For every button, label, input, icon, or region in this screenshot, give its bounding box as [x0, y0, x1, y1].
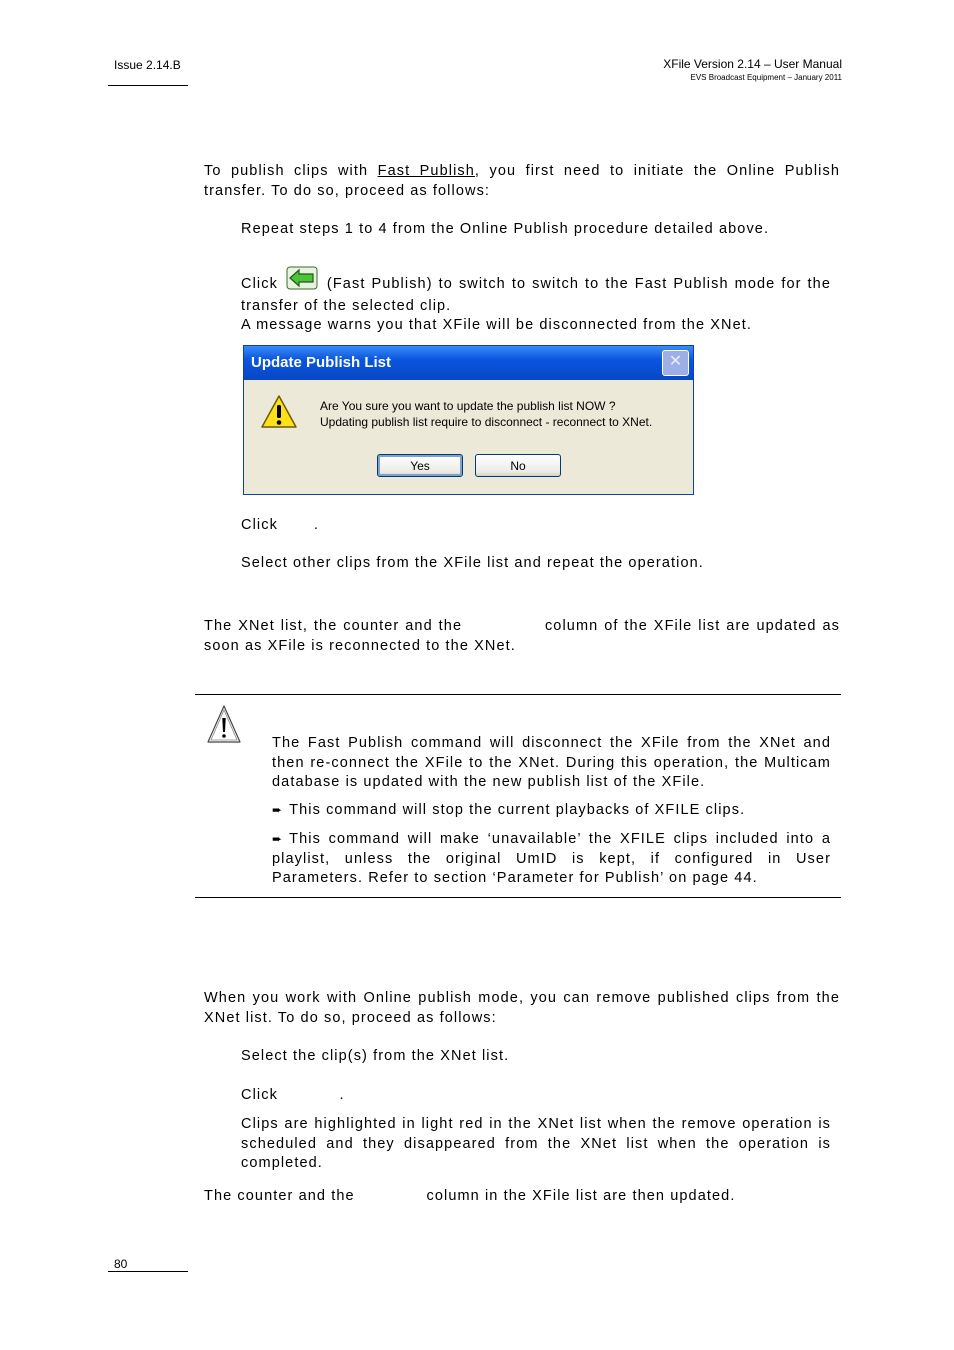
note-bullet-2-text: This command will make ‘unavailable’ the XFILE clips included into a playlist, unless the original UmID is kept, if configured in User Parameters. Refer to section ‘Parameter for Publish’ on page 44. [272, 831, 831, 886]
remove-step-2-note: Clips are highlighted in light red in the XNet list when the remove operation is scheduled and they disappeared from the XNet list when the operation is completed. [241, 1116, 831, 1171]
intro-text-after: , you first need to initiate the Online Publish transfer. To do so, proceed as follows: [204, 163, 840, 199]
no-button[interactable]: No [475, 454, 561, 477]
remove-after: The counter and the column in the XFile list are then updated. [204, 1188, 736, 1204]
arrow-bullet-icon: ➨ [272, 832, 284, 846]
step-2-pre: Click [241, 276, 284, 292]
note-bullet-1-text: This command will stop the current playbacks of XFILE clips. [289, 802, 746, 818]
fast-publish-arrow-icon[interactable] [286, 266, 318, 297]
step-2-note: A message warns you that XFile will be disconnected from the XNet. [241, 317, 753, 333]
fast-publish-link[interactable]: Fast Publish [377, 163, 475, 179]
dialog-message-line-2: Updating publish list require to disconnect - reconnect to XNet. [320, 415, 653, 429]
dialog-message [320, 398, 652, 430]
intro-text-before: To publish clips with [204, 163, 378, 179]
dialog-message-line-1: Are You sure you want to update the publish list NOW ? [320, 399, 616, 413]
note-bullet-2 [272, 830, 831, 889]
footer-rule [108, 1271, 188, 1272]
company-date: EVS Broadcast Equipment – January 2011 [690, 73, 842, 82]
arrow-bullet-icon: ➨ [272, 803, 284, 817]
remove-step-1: Select the clip(s) from the XNet list. [241, 1048, 510, 1064]
dialog-title-bar [244, 346, 693, 380]
step-1: Repeat steps 1 to 4 from the Online Publish procedure detailed above. [241, 221, 770, 237]
update-publish-list-dialog [243, 345, 694, 495]
yes-button[interactable]: Yes [377, 454, 463, 477]
remove-intro: When you work with Online publish mode, you can remove published clips from the XNet list. To do so, proceed as follows: [204, 990, 840, 1026]
note-bottom-rule [195, 897, 841, 898]
step-2-post: (Fast Publish) to switch to switch to the Fast Publish mode for the transfer of the selected clip. [241, 276, 831, 314]
remove-step-2: Click . [241, 1087, 345, 1103]
step-4: Select other clips from the XFile list and repeat the operation. [241, 555, 704, 571]
note-top-rule [195, 694, 841, 695]
step-3: Click . [241, 517, 319, 533]
page-number: 80 [114, 1257, 128, 1271]
intro-paragraph [204, 162, 840, 201]
result-paragraph: The XNet list, the counter and the column of the XFile list are updated as soon as XFile is reconnected to the XNet. [204, 618, 846, 654]
caution-icon [206, 704, 242, 749]
close-icon[interactable]: ✕ [662, 350, 689, 376]
issue-label: Issue 2.14.B [114, 58, 181, 72]
note-bullet-1 [272, 801, 831, 821]
note-paragraph: The Fast Publish command will disconnect the XFile from the XNet and then re-connect the XFile to the XNet. During this operation, the Multicam database is updated with the new publish list of the XFile. [272, 735, 831, 790]
step-2 [241, 266, 831, 316]
dialog-title: Update Publish List [251, 354, 392, 371]
header-right [663, 57, 842, 82]
header-rule [108, 85, 188, 86]
warning-icon [260, 394, 298, 435]
manual-title: XFile Version 2.14 – User Manual [663, 57, 842, 71]
